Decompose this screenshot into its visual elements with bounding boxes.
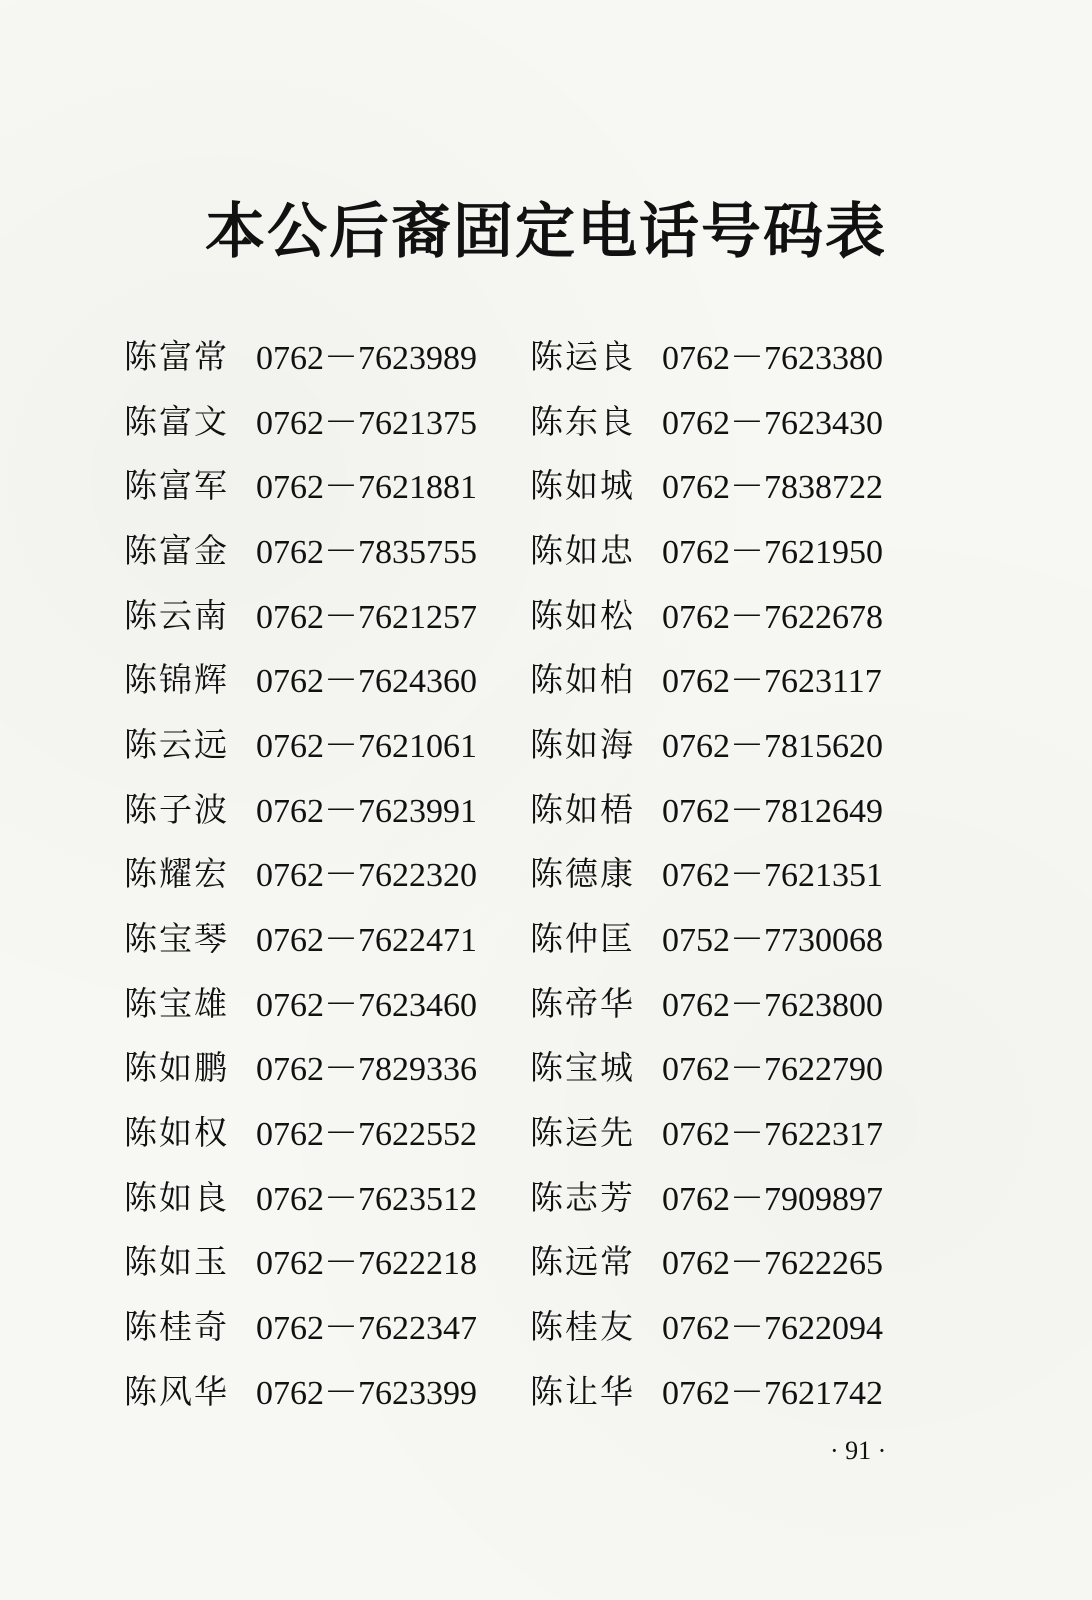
list-item	[124, 1034, 477, 1099]
list-item	[124, 1292, 477, 1357]
list-item	[124, 969, 477, 1034]
list-item	[124, 1228, 477, 1293]
list-item	[530, 1292, 883, 1357]
list-item	[124, 451, 477, 516]
person-name: 陈帝华	[530, 983, 635, 1023]
person-name: 陈如柏	[530, 660, 635, 700]
phone-number: 0762－7621950	[662, 533, 883, 571]
list-item	[124, 645, 477, 710]
phone-number: 0762－7622678	[662, 598, 883, 636]
phone-number: 0762－7812649	[662, 792, 883, 830]
phone-number: 0762－7623117	[662, 663, 882, 701]
phone-number: 0762－7623989	[256, 339, 477, 377]
phone-number: 0762－7621257	[256, 598, 477, 636]
person-name: 陈桂奇	[124, 1307, 229, 1347]
person-name: 陈富金	[124, 530, 229, 570]
list-item	[124, 904, 477, 969]
person-name: 陈如玉	[124, 1242, 229, 1282]
person-name: 陈云远	[124, 724, 229, 764]
list-item	[530, 1357, 883, 1422]
list-item	[530, 775, 883, 840]
person-name: 陈如权	[124, 1113, 229, 1153]
person-name: 陈远常	[530, 1242, 635, 1282]
person-name: 陈如松	[530, 595, 635, 635]
person-name: 陈如良	[124, 1177, 229, 1217]
phone-number: 0752－7730068	[662, 922, 883, 960]
person-name: 陈德康	[530, 854, 635, 894]
phone-number: 0762－7622552	[256, 1116, 477, 1154]
person-name: 陈仲匡	[530, 919, 635, 959]
person-name: 陈桂友	[530, 1307, 635, 1347]
phone-number: 0762－7624360	[256, 663, 477, 701]
phone-number: 0762－7623399	[256, 1374, 477, 1412]
person-name: 陈宝城	[530, 1048, 635, 1088]
page-number: · 91 ·	[830, 1436, 887, 1465]
person-name: 陈东良	[530, 401, 635, 441]
phone-number: 0762－7622094	[662, 1310, 883, 1348]
phone-number: 0762－7622790	[662, 1051, 883, 1089]
phone-list-right	[530, 322, 883, 1422]
phone-number: 0762－7623460	[256, 986, 477, 1024]
list-item	[124, 387, 477, 452]
person-name: 陈如城	[530, 466, 635, 506]
list-item	[124, 775, 477, 840]
list-item	[124, 1098, 477, 1163]
person-name: 陈运良	[530, 336, 635, 376]
phone-number: 0762－7621881	[256, 469, 477, 507]
person-name: 陈锦辉	[124, 660, 229, 700]
list-item	[124, 516, 477, 581]
person-name: 陈富军	[124, 466, 229, 506]
phone-number: 0762－7623991	[256, 792, 477, 830]
list-item	[124, 710, 477, 775]
list-item	[124, 1163, 477, 1228]
phone-number: 0762－7829336	[256, 1051, 477, 1089]
person-name: 陈富文	[124, 401, 229, 441]
list-item	[530, 1098, 883, 1163]
phone-number: 0762－7622317	[662, 1116, 883, 1154]
person-name: 陈风华	[124, 1371, 229, 1411]
list-item	[530, 840, 883, 905]
person-name: 陈云南	[124, 595, 229, 635]
list-item	[530, 322, 883, 387]
person-name: 陈如鹏	[124, 1048, 229, 1088]
list-item	[124, 322, 477, 387]
person-name: 陈宝琴	[124, 919, 229, 959]
list-item	[530, 387, 883, 452]
list-item	[124, 840, 477, 905]
phone-number: 0762－7835755	[256, 533, 477, 571]
phone-number: 0762－7623512	[256, 1180, 477, 1218]
person-name: 陈耀宏	[124, 854, 229, 894]
phone-number: 0762－7623380	[662, 339, 883, 377]
person-name: 陈富常	[124, 336, 229, 376]
list-item	[530, 581, 883, 646]
phone-number: 0762－7622320	[256, 857, 477, 895]
person-name: 陈如梧	[530, 789, 635, 829]
phone-number: 0762－7621061	[256, 727, 477, 765]
list-item	[530, 710, 883, 775]
list-item	[530, 969, 883, 1034]
phone-number: 0762－7621351	[662, 857, 883, 895]
list-item	[530, 1163, 883, 1228]
phone-number: 0762－7909897	[662, 1180, 883, 1218]
phone-number: 0762－7622218	[256, 1245, 477, 1283]
phone-number: 0762－7621742	[662, 1374, 883, 1412]
phone-number: 0762－7838722	[662, 469, 883, 507]
page-title: 本公后裔固定电话号码表	[205, 197, 887, 267]
phone-number: 0762－7815620	[662, 727, 883, 765]
list-item	[530, 451, 883, 516]
phone-number: 0762－7622347	[256, 1310, 477, 1348]
phone-number: 0762－7622265	[662, 1245, 883, 1283]
list-item	[124, 581, 477, 646]
phone-number: 0762－7623800	[662, 986, 883, 1024]
person-name: 陈让华	[530, 1371, 635, 1411]
person-name: 陈如海	[530, 724, 635, 764]
list-item	[530, 1034, 883, 1099]
person-name: 陈宝雄	[124, 983, 229, 1023]
list-item	[530, 904, 883, 969]
list-item	[530, 1228, 883, 1293]
phone-number: 0762－7623430	[662, 404, 883, 442]
phone-list-left	[124, 322, 477, 1422]
phone-number: 0762－7621375	[256, 404, 477, 442]
list-item	[530, 516, 883, 581]
person-name: 陈运先	[530, 1113, 635, 1153]
person-name: 陈如忠	[530, 530, 635, 570]
phone-number: 0762－7622471	[256, 922, 477, 960]
person-name: 陈子波	[124, 789, 229, 829]
person-name: 陈志芳	[530, 1177, 635, 1217]
list-item	[124, 1357, 477, 1422]
list-item	[530, 645, 883, 710]
